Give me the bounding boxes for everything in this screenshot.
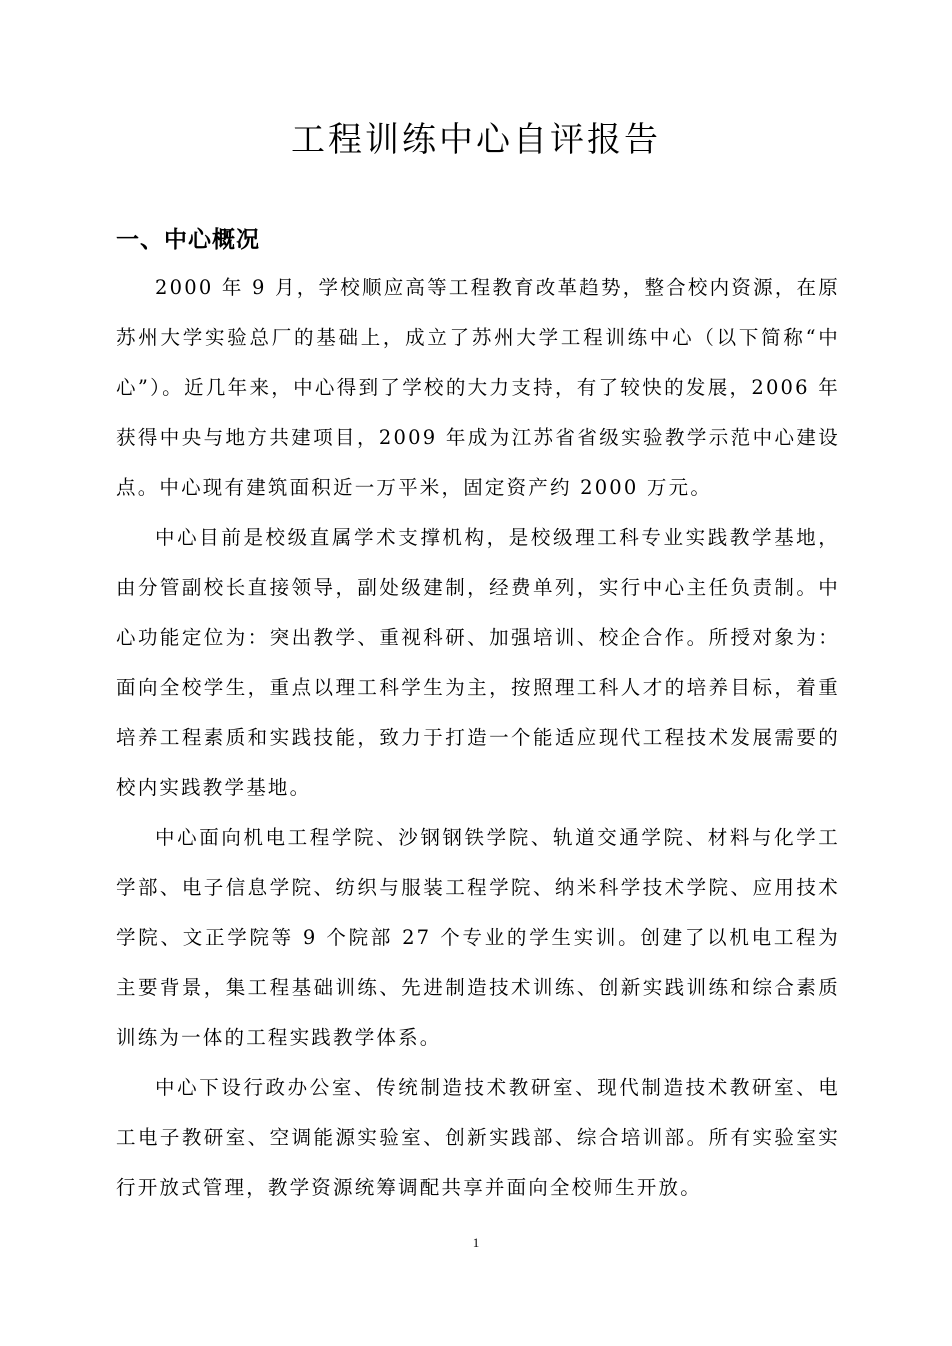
paragraph-overview: 2000 年 9 月，学校顺应高等工程教育改革趋势，整合校内资源，在原苏州大学实验总厂的基础上，成立了苏州大学工程训练中心（以下简称“中心”）。近几年来，中心得到了学校的大力支持，有了较快的发展，2006 年获得中央与地方共建项目，2009 年成为江苏省省级实验教学示范中心建设点。中心现有建筑面积近一万平米，固定资产约 2000 万元。 (116, 276, 840, 499)
paragraph-positioning: 中心目前是校级直属学术支撑机构，是校级理工科专业实践教学基地，由分管副校长直接领导，副处级建制，经费单列，实行中心主任负责制。中心功能定位为：突出教学、重视科研、加强培训、校企合作。所授对象为：面向全校学生，重点以理工科学生为主，按照理工科人才的培养目标，着重培养工程素质和实践技能，致力于打造一个能适应现代工程技术发展需要的校内实践教学基地。 (116, 526, 840, 799)
paragraph-departments-served: 中心面向机电工程学院、沙钢钢铁学院、轨道交通学院、材料与化学工学部、电子信息学院、纺织与服装工程学院、纳米科学技术学院、应用技术学院、文正学院等 9 个院部 27 个专业的学生实训。创建了以机电工程为主要背景，集工程基础训练、先进制造技术训练、创新实践训练和综合素质训练为一体的工程实践教学体系。 (116, 826, 840, 1049)
section-heading: 一、中心概况 (116, 227, 260, 253)
document-title: 工程训练中心自评报告 (291, 120, 661, 160)
paragraph-organization: 中心下设行政办公室、传统制造技术教研室、现代制造技术教研室、电工电子教研室、空调能源实验室、创新实践部、综合培训部。所有实验室实行开放式管理，教学资源统筹调配共享并面向全校师生开放。 (116, 1076, 840, 1199)
page-number: 1 (472, 1235, 480, 1250)
